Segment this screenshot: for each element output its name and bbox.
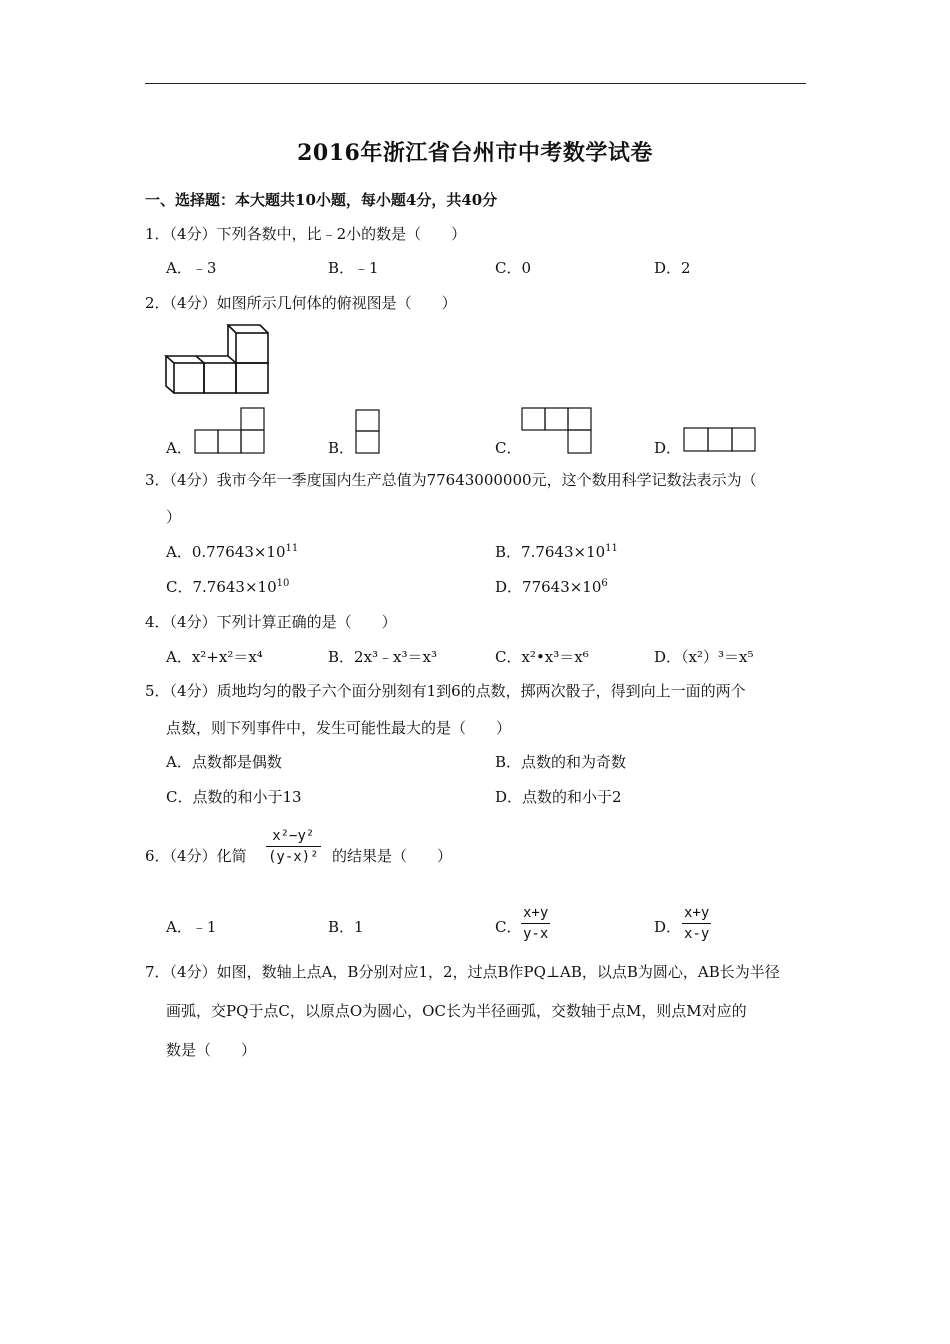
q6-option-d-bar (682, 923, 711, 924)
q3-option-b: B．$7.7643\times 10^{11}$ (495, 543, 618, 561)
question-5-stem-line1: 5．（4分）质地均匀的骰子六个面分别刻有1到6的点数，掷两次骰子，得到向上一面的两个 (145, 682, 746, 700)
question-1-stem: 1．（4分）下列各数中，比﹣2小的数是（ ） (145, 225, 467, 243)
q5-option-a: A．点数都是偶数 (166, 753, 282, 771)
q4-option-c: C．x²•x³＝x⁶ (495, 648, 589, 666)
q3-option-d: D．$77643\times 10^6$ (495, 578, 608, 596)
q1-option-b: B．﹣1 (328, 259, 379, 277)
question-7-line2: 画弧，交PQ于点C，以原点O为圆心，OC长为半径画弧，交数轴于点M，则点M对应的 (166, 1002, 747, 1020)
q6-option-c-fraction (521, 905, 550, 942)
q1-option-d: D．2 (654, 259, 691, 277)
q4-option-b: B．2x³﹣x³＝x³ (328, 648, 437, 666)
q6-fraction-denominator: (y-x)² (268, 849, 319, 865)
q2-option-d-label: D． (654, 439, 682, 457)
q6-option-d-fraction (682, 905, 711, 942)
q5-option-b: B．点数的和为奇数 (495, 753, 627, 771)
q2-option-b-label: B． (328, 439, 355, 457)
q6-fraction-bar (266, 846, 321, 847)
q6-option-c-label: C． (495, 918, 522, 936)
q1-option-c: C．0 (495, 259, 532, 277)
header-rule (145, 83, 806, 84)
section-header: 一、选择题：本大题共10小题，每小题4分，共40分 (145, 191, 498, 209)
q2-option-b-figure (355, 409, 381, 455)
q5-option-c: C．点数的和小于13 (166, 788, 302, 806)
q2-option-a-figure (194, 407, 266, 455)
question-4-stem: 4．（4分）下列计算正确的是（ ） (145, 613, 397, 631)
question-3-stem-line2: ） (166, 508, 182, 526)
q2-option-a-label: A． (166, 439, 192, 457)
question-7-line1: 7．（4分）如图，数轴上点A，B分别对应1，2，过点B作PQ⊥AB，以点B为圆心，AB长为半径 (145, 963, 780, 981)
q3-option-c: C．$7.7643\times 10^{10}$ (166, 578, 290, 596)
q6-option-c-numerator: x+y (523, 905, 549, 921)
page-title: 2016年浙江省台州市中考数学试卷 (297, 140, 653, 166)
q4-option-a: A．x²+x²＝x⁴ (166, 648, 263, 666)
q5-option-d: D．点数的和小于2 (495, 788, 622, 806)
solid-figure (160, 320, 275, 400)
q6-fraction-numerator: x²−y² (272, 828, 315, 844)
question-3-stem-line1: 3．（4分）我市今年一季度国内生产总值为77643000000元，这个数用科学记数法表示为（ (145, 471, 757, 489)
q6-option-c-denominator: y-x (523, 926, 549, 942)
q6-option-d-numerator: x+y (684, 905, 710, 921)
question-6-stem-suffix: 的结果是（ ） (332, 847, 453, 865)
q6-option-b: B．1 (328, 918, 364, 936)
q1-option-a: A．﹣3 (166, 259, 217, 277)
q6-option-d-denominator: x-y (684, 926, 710, 942)
q2-option-d-figure (683, 427, 757, 453)
q4-option-d: D．（x²）³＝x⁵ (654, 648, 754, 666)
q3-option-a: A．$0.77643\times 10^{11}$ (166, 543, 299, 561)
q6-fraction (266, 828, 321, 865)
question-7-line3: 数是（ ） (166, 1041, 257, 1059)
q6-option-a: A．﹣1 (166, 918, 217, 936)
question-5-stem-line2: 点数，则下列事件中，发生可能性最大的是（ ） (166, 719, 512, 737)
question-2-stem: 2．（4分）如图所示几何体的俯视图是（ ） (145, 294, 457, 312)
q6-option-d-label: D． (654, 918, 682, 936)
q6-option-c-bar (521, 923, 550, 924)
q2-option-c-label: C． (495, 439, 522, 457)
question-6-stem-prefix: 6．（4分）化简 (145, 847, 247, 865)
q2-option-c-figure (521, 407, 593, 455)
